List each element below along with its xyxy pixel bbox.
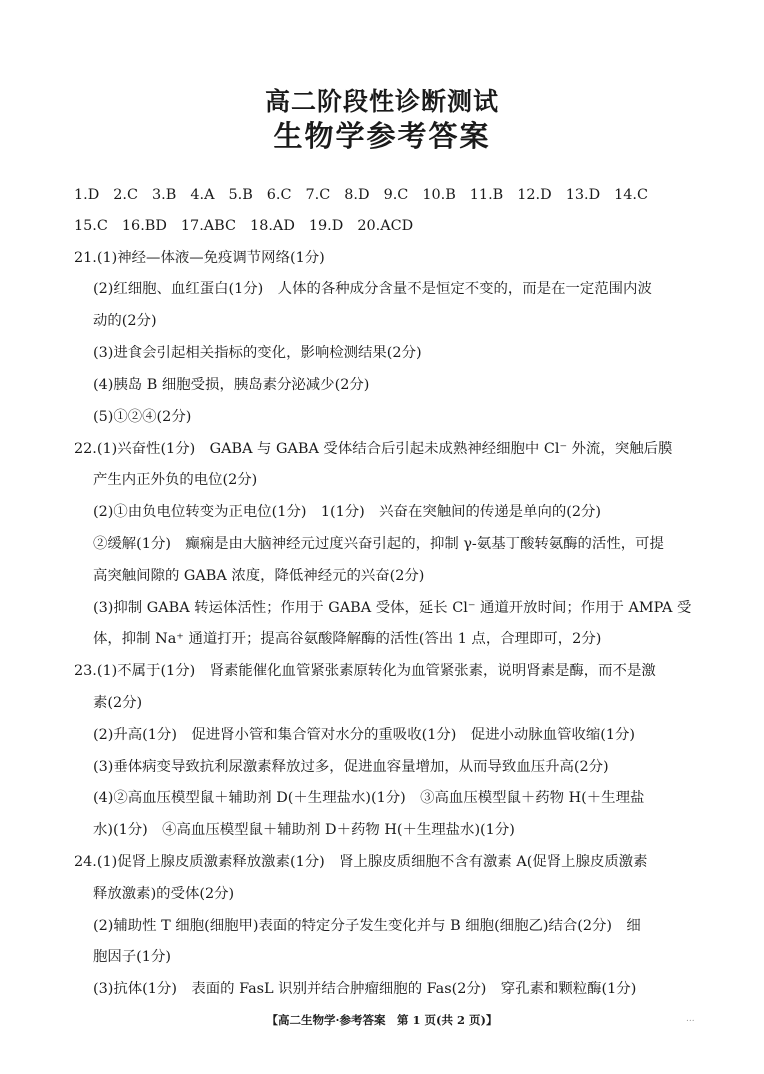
choice-answer: 19.D bbox=[308, 218, 344, 234]
choice-answer: 13.D bbox=[565, 187, 601, 203]
choice-answer: 9.C bbox=[383, 187, 409, 203]
choice-answer: 16.BD bbox=[121, 218, 167, 234]
answer-line: 释放激素)的受体(2分) bbox=[93, 886, 235, 902]
choice-answer: 17.ABC bbox=[180, 218, 237, 234]
answer-line: 21.(1)神经—体液—免疫调节网络(1分) bbox=[74, 250, 325, 266]
answer-line: 高突触间隙的 GABA 浓度，降低神经元的兴奋(2分) bbox=[93, 568, 425, 584]
choice-answer: 6.C bbox=[266, 187, 292, 203]
page-title: 高二阶段性诊断测试 bbox=[264, 87, 499, 116]
choice-answer: 2.C bbox=[113, 187, 139, 203]
choice-answer: 14.C bbox=[614, 187, 649, 203]
page-footer: 【高二生物学·参考答案 第 1 页(共 2 页)】 bbox=[266, 1013, 498, 1027]
choice-answer: 8.D bbox=[344, 187, 370, 203]
answer-line: (5)①②④(2分) bbox=[93, 409, 192, 425]
choice-answer: 3.B bbox=[152, 187, 177, 203]
choice-answer: 7.C bbox=[305, 187, 331, 203]
choice-answer: 1.D bbox=[74, 187, 100, 203]
choice-answers-row-2 bbox=[74, 217, 427, 235]
choice-answer: 15.C bbox=[74, 218, 108, 234]
answer-line: (3)抗体(1分) 表面的 FasL 识别并结合肿瘤细胞的 Fas(2分) 穿孔素和颗粒酶(1分) bbox=[93, 981, 637, 997]
choice-answers-row-1 bbox=[74, 186, 648, 204]
answer-line: (2)红细胞、血红蛋白(1分) 人体的各种成分含量不是恒定不变的，而是在一定范围内波 bbox=[93, 281, 652, 297]
choice-answer: 20.ACD bbox=[357, 218, 414, 234]
answer-line: 胞因子(1分) bbox=[93, 949, 171, 965]
choice-answer: 4.A bbox=[190, 187, 215, 203]
answer-line: (3)抑制 GABA 转运体活性；作用于 GABA 受体，延长 Cl⁻ 通道开放时间；作用于 AMPA 受 bbox=[93, 600, 692, 616]
answer-line: (2)①由负电位转变为正电位(1分) 1(1分) 兴奋在突触间的传递是单向的(2分) bbox=[93, 504, 602, 520]
answer-line: (3)进食会引起相关指标的变化，影响检测结果(2分) bbox=[93, 345, 422, 361]
corner-mark: ... bbox=[686, 1014, 695, 1024]
choice-answer: 11.B bbox=[469, 187, 504, 203]
answer-line: 产生内正外负的电位(2分) bbox=[93, 472, 258, 488]
choice-answer: 12.D bbox=[517, 187, 552, 203]
answer-line: 22.(1)兴奋性(1分) GABA 与 GABA 受体结合后引起未成熟神经细胞中 Cl⁻ 外流，突触后膜 bbox=[74, 441, 673, 457]
choice-answer: 10.B bbox=[422, 187, 456, 203]
answer-line: 动的(2分) bbox=[93, 313, 157, 329]
answer-line: (4)②高血压模型鼠＋辅助剂 D(＋生理盐水)(1分) ③高血压模型鼠＋药物 H(＋生理盐 bbox=[93, 790, 645, 806]
answer-line: 24.(1)促肾上腺皮质激素释放激素(1分) 肾上腺皮质细胞不含有激素 A(促肾上腺皮质激素 bbox=[74, 854, 648, 870]
answer-line: (3)垂体病变导致抗利尿激素释放过多，促进血容量增加，从而导致血压升高(2分) bbox=[93, 759, 609, 775]
answer-line: 素(2分) bbox=[93, 695, 143, 711]
page-subtitle: 生物学参考答案 bbox=[273, 119, 491, 153]
answer-line: (4)胰岛 B 细胞受损，胰岛素分泌减少(2分) bbox=[93, 377, 370, 393]
answer-line: 体，抑制 Na⁺ 通道打开；提高谷氨酸降解酶的活性(答出 1 点，合理即可，2分) bbox=[93, 631, 602, 647]
answer-line: (2)升高(1分) 促进肾小管和集合管对水分的重吸收(1分) 促进小动脉血管收缩(1分) bbox=[93, 727, 636, 743]
choice-answer: 5.B bbox=[228, 187, 253, 203]
answer-line: 23.(1)不属于(1分) 肾素能催化血管紧张素原转化为血管紧张素，说明肾素是酶，而不是激 bbox=[74, 663, 656, 679]
answer-line: (2)辅助性 T 细胞(细胞甲)表面的特定分子发生变化并与 B 细胞(细胞乙)结合(2分) 细 bbox=[93, 918, 641, 934]
answer-line: ②缓解(1分) 癫痫是由大脑神经元过度兴奋引起的，抑制 γ-氨基丁酸转氨酶的活性，可提 bbox=[93, 536, 664, 552]
answer-line: 水)(1分) ④高血压模型鼠＋辅助剂 D＋药物 H(＋生理盐水)(1分) bbox=[93, 822, 515, 838]
choice-answer: 18.AD bbox=[250, 218, 295, 234]
